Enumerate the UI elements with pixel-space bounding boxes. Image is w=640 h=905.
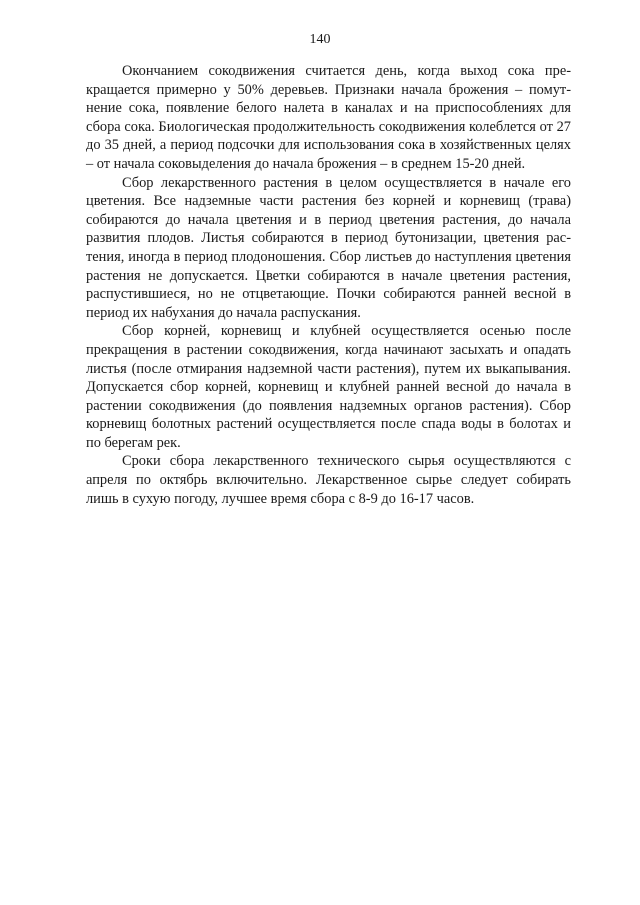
page-number: 140	[309, 32, 331, 47]
paragraph: Окончанием сокодвижения считается день, когда выход сока прекращается примерно у 50% деревьев. Признаки начала брожения – помутнение сока, появление белого налета в каналах и на приспособлениях для сбора сока. Биологическая продолжительность сокодвижения колеблется от 27 до 35 дней, а период подсочки для использования сока в хозяйственных целях – от начала соковыделения до начала брожения – в среднем 15-20 дней.	[86, 63, 571, 172]
paragraph: Сбор лекарственного растения в целом осуществляется в начале его цветения. Все надземные части растения без корней и корневищ (трава) собираются до начала цветения и в период цветения растения, до начала развития плодов. Листья собираются в период бутонизации, цветения растения, иногда в период плодоношения. Сбор листьев до наступления цветения растения не допускается. Цветки собираются в начале цветения растения, распустившиеся, но не отцветающие. Почки собираются ранней весной в период их набухания до начала распускания.	[86, 174, 571, 321]
body-text	[86, 62, 571, 508]
paragraph: Сроки сбора лекарственного технического сырья осуществляются с апреля по октябрь включительно. Лекарственное сырье следует собирать лишь в сухую погоду, лучшее время сбора с 8-9 до 16-17 часов.	[86, 453, 571, 507]
paragraph: Сбор корней, корневищ и клубней осуществляется осенью после прекращения в растении сокодвижения, когда начинают засыхать и опадать листья (после отмирания надземной части растения), путем их выкапывания. Допускается сбор корней, корневищ и клубней ранней весной до начала в растении сокодвижения (до появления надземных органов растения). Сбор корневищ болотных растений осуществляется после спада воды в болотах и по берегам рек.	[86, 323, 571, 451]
